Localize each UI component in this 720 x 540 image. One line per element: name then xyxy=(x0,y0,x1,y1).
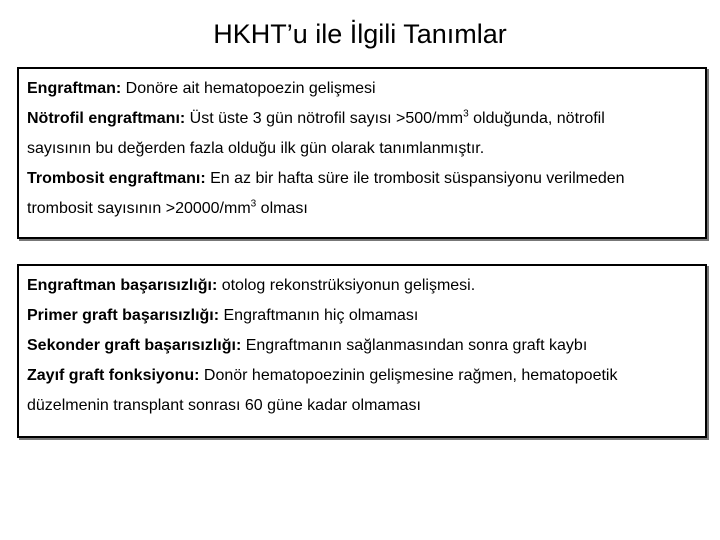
term-basarisizlik: Engraftman başarısızlığı: xyxy=(27,277,218,294)
definitions-box-failure xyxy=(17,264,707,438)
definition-engraftman xyxy=(27,74,697,104)
def-trombosit-c: olması xyxy=(256,200,308,217)
page-title: HKHT’u ile İlgili Tanımlar xyxy=(213,19,507,49)
term-zayif: Zayıf graft fonksiyonu: xyxy=(27,367,200,384)
term-engraftman: Engraftman: xyxy=(27,80,122,97)
def-zayif-a: Donör hematopoezinin gelişmesine rağmen, hematopoetik xyxy=(199,367,618,384)
def-notrofil-b: olduğunda, nötrofil xyxy=(468,110,605,127)
definition-notrofil xyxy=(27,104,697,134)
def-trombosit-b: trombosit sayısının >20000/mm xyxy=(27,200,251,217)
def-basarisizlik: otolog rekonstrüksiyonun gelişmesi. xyxy=(217,277,476,294)
definition-basarisizlik xyxy=(27,271,697,301)
definitions-box-engraftment xyxy=(17,67,707,239)
def-sekonder: Engraftmanın sağlanmasından sonra graft kaybı xyxy=(241,337,588,354)
def-notrofil-a: Üst üste 3 gün nötrofil sayısı >500/mm xyxy=(185,110,464,127)
term-trombosit: Trombosit engraftmanı: xyxy=(27,170,206,187)
definition-zayif xyxy=(27,361,697,391)
def-zayif-b: düzelmenin transplant sonrası 60 güne kadar olmaması xyxy=(27,397,421,414)
term-sekonder: Sekonder graft başarısızlığı: xyxy=(27,337,242,354)
definition-zayif-cont xyxy=(27,391,697,421)
def-primer: Engraftmanın hiç olmaması xyxy=(219,307,419,324)
exponent-notrofil: 3 xyxy=(463,108,469,120)
term-notrofil: Nötrofil engraftmanı: xyxy=(27,110,186,127)
definition-sekonder xyxy=(27,331,697,361)
def-trombosit-a: En az bir hafta süre ile trombosit süspansiyonu verilmeden xyxy=(205,170,625,187)
exponent-trombosit: 3 xyxy=(250,198,257,210)
definition-primer xyxy=(27,301,697,331)
definition-trombosit xyxy=(27,164,697,194)
def-engraftman: Donöre ait hematopoezin gelişmesi xyxy=(121,80,376,97)
definition-notrofil-cont xyxy=(27,134,697,164)
def-notrofil-c: sayısının bu değerden fazla olduğu ilk gün olarak tanımlanmıştır. xyxy=(27,140,485,157)
term-primer: Primer graft başarısızlığı: xyxy=(27,307,220,324)
definition-trombosit-cont xyxy=(27,194,697,224)
